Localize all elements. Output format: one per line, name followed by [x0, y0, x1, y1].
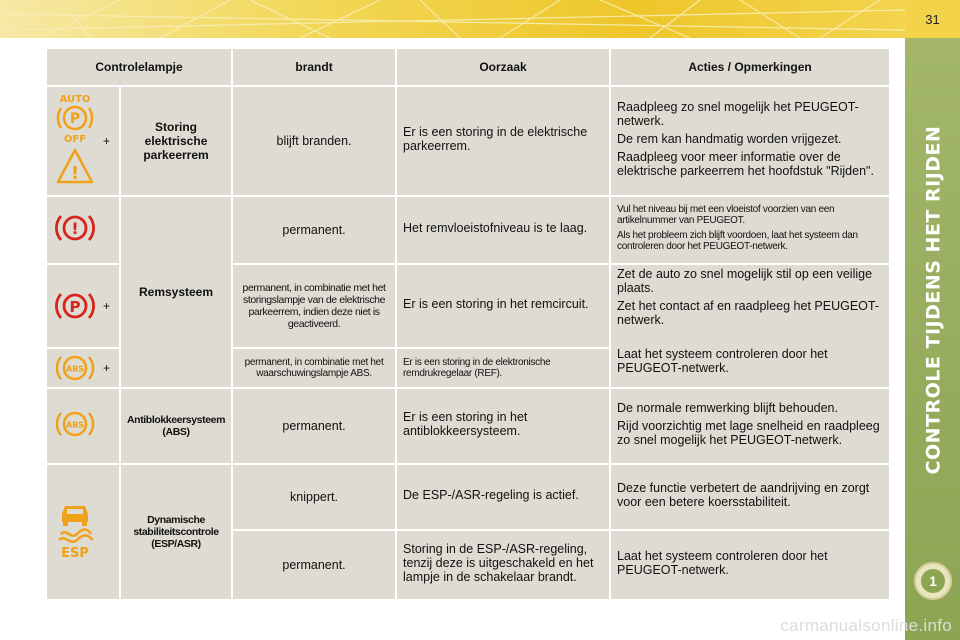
page-number: 31 — [905, 0, 960, 38]
banner-lines — [0, 0, 905, 38]
abs-icon — [53, 407, 97, 441]
svg-text:P: P — [69, 298, 81, 316]
actions-brake-fluid — [611, 197, 889, 263]
action-text: Vul het niveau bij met een vloeistof voorzien van een artikelnummer van PEUGEOT. — [617, 203, 835, 226]
cause-esp-fault: Storing in de ESP-/ASR-regeling, tenzij deze is uitgeschakeld en het lampje in de schakelaar brandt. — [397, 531, 609, 599]
action-text: De rem kan handmatig worden vrijgezet. — [617, 132, 842, 146]
svg-text:OFF: OFF — [63, 134, 87, 145]
auto-parking-brake-icon — [53, 92, 97, 190]
lamp-name-brake: Remsysteem — [121, 197, 231, 387]
svg-text:P: P — [69, 111, 81, 127]
cause-brake-fluid: Het remvloeistofniveau is te laag. — [397, 197, 609, 263]
lamp-name-abs: Antiblokkeersysteem (ABS) — [121, 389, 231, 463]
brake-p-warning-icon — [53, 286, 97, 326]
lit-abs: permanent. — [233, 389, 395, 463]
icon-cell-esp — [47, 465, 119, 599]
cause-parking: Er is een storing in de elektrische parkeerrem. — [397, 87, 609, 195]
icon-cell-parking — [47, 87, 119, 195]
cause-brake-circuit: Er is een storing in het remcircuit. — [397, 265, 609, 347]
header-oorzaak: Oorzaak — [397, 49, 609, 85]
actions-esp-fault — [611, 531, 889, 599]
svg-text:AUTO: AUTO — [59, 94, 91, 105]
action-text: Zet de auto zo snel mogelijk stil op een veilige plaats. — [617, 267, 873, 295]
table-row-abs — [47, 389, 889, 463]
action-text: Raadpleeg zo snel mogelijk het PEUGEOT-netwerk. — [617, 100, 859, 128]
action-text: Raadpleeg voor meer informatie over de elektrische parkeerrem het hoofdstuk "Rijden". — [617, 150, 874, 178]
action-text: Rijd voorzichtig met lage snelheid en raadpleeg zo snel mogelijk het PEUGEOT-netwerk. — [617, 419, 880, 447]
watermark: carmanualsonline.info — [780, 616, 952, 635]
svg-text:ABS: ABS — [65, 420, 85, 429]
icon-cell-brake — [47, 197, 119, 263]
actions-parking — [611, 87, 889, 195]
table-row-parking-brake — [47, 87, 889, 195]
actions-esp-active — [611, 465, 889, 529]
header-acties: Acties / Opmerkingen — [611, 49, 889, 85]
plus-sign: + — [103, 299, 111, 313]
svg-text:!: ! — [71, 218, 79, 238]
svg-text:!: ! — [70, 163, 80, 184]
lit-esp-fault: permanent. — [233, 531, 395, 599]
chapter-badge — [914, 562, 952, 600]
brake-warning-icon — [53, 208, 97, 248]
abs-warning-icon — [53, 352, 97, 384]
lit-esp-active: knippert. — [233, 465, 395, 529]
action-text: Laat het systeem controleren door het PEUGEOT-netwerk. — [617, 347, 828, 375]
top-banner — [0, 0, 905, 38]
cause-abs: Er is een storing in het antiblokkeersysteem. — [397, 389, 609, 463]
action-text: Deze functie verbetert de aandrijving en zorgt voor een betere koersstabiliteit. — [617, 481, 870, 509]
side-title — [906, 40, 960, 560]
esp-icon — [53, 500, 97, 560]
chapter-number: 1 — [921, 569, 945, 593]
lit-brake-circuit: permanent, in combinatie met het storingslampje van de elektrische parkeerrem, indien deze niet is geactiveerd. — [233, 265, 395, 347]
warning-lamp-table — [45, 47, 891, 601]
action-text: Laat het systeem controleren door het PEUGEOT-netwerk. — [617, 549, 828, 577]
actions-brake-circuit — [611, 265, 889, 387]
lit-brake-fluid: permanent. — [233, 197, 395, 263]
lit-brake-ref: permanent, in combinatie met het waarschuwingslampje ABS. — [233, 349, 395, 387]
table-row-esp-active — [47, 465, 889, 529]
cause-esp-active: De ESP-/ASR-regeling is actief. — [397, 465, 609, 529]
table-header-row — [47, 49, 889, 85]
icon-cell-abs — [47, 389, 119, 463]
lamp-name-parking: Storing elektrische parkeerrem — [121, 87, 231, 195]
svg-text:ABS: ABS — [65, 364, 85, 374]
action-text: Als het probleem zich blijft voordoen, laat het systeem dan controleren door het PEUGEOT-netwerk. — [617, 230, 858, 253]
action-text: Zet het contact af en raadpleeg het PEUGEOT-netwerk. — [617, 299, 879, 327]
svg-text:ESP: ESP — [61, 545, 89, 560]
icon-cell-abs-plus — [47, 349, 119, 387]
plus-sign: + — [103, 134, 111, 148]
plus-sign: + — [103, 361, 111, 375]
icon-cell-brake-p — [47, 265, 119, 347]
lamp-name-esp: Dynamische stabiliteitscontrole (ESP/ASR) — [121, 465, 231, 599]
lit-parking: blijft branden. — [233, 87, 395, 195]
action-text: De normale remwerking blijft behouden. — [617, 401, 838, 415]
table-row-brake-fluid — [47, 197, 889, 263]
side-title-text: CONTROLE TIJDENS HET RIJDEN — [922, 125, 944, 475]
cause-brake-ref: Er is een storing in de elektronische remdrukregelaar (REF). — [397, 349, 609, 387]
actions-abs — [611, 389, 889, 463]
header-controlelampje: Controlelampje — [47, 49, 231, 85]
header-brandt: brandt — [233, 49, 395, 85]
